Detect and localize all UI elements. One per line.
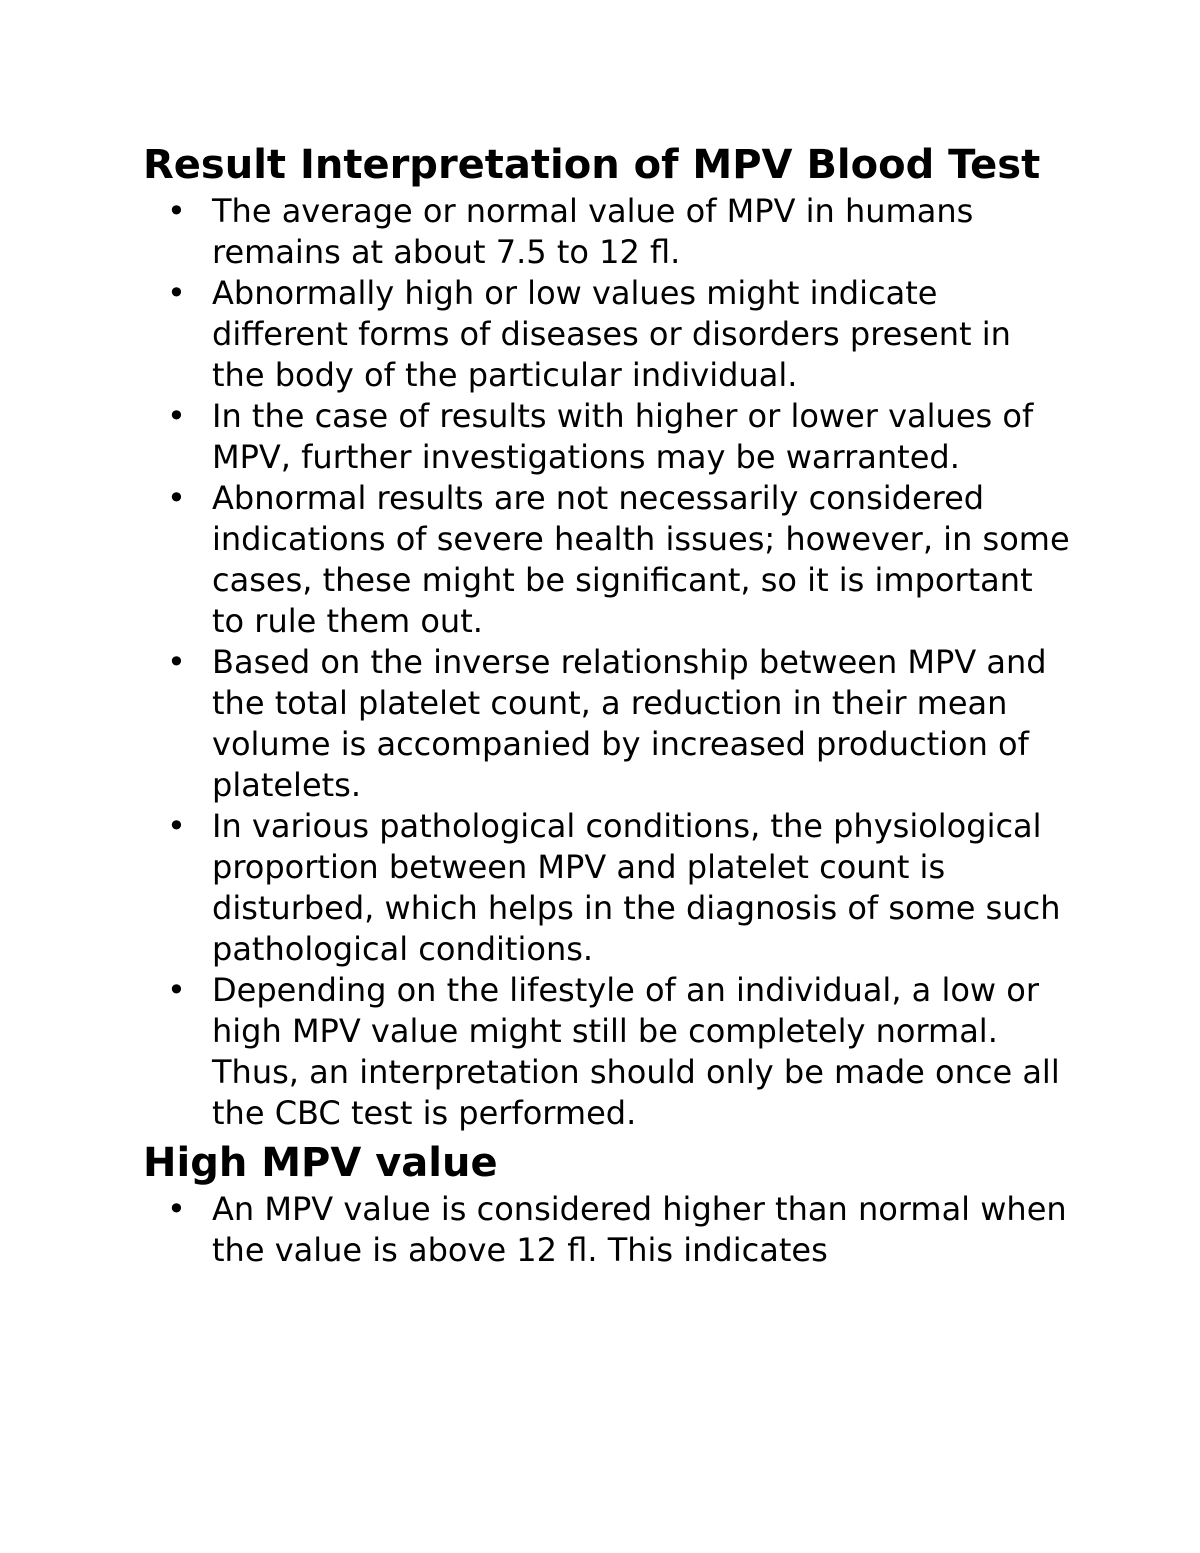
bullet-icon: • [167,274,186,312]
bullet-icon: • [167,971,186,1009]
list-item [143,1189,1073,1271]
interpretation-list [143,191,1073,1134]
high-mpv-list [143,1189,1073,1271]
bullet-icon: • [167,397,186,435]
bullet-icon: • [167,479,186,517]
list-item-text: The average or normal value of MPV in humans remains at about 7.5 to 12 fl. [212,192,974,271]
list-item-text: Abnormal results are not necessarily considered indications of severe health issues; however, in some cases, these might be significant, so it is important to rule them out. [212,479,1070,640]
list-item [143,806,1073,970]
document-body [143,140,1073,1271]
list-item-text: Based on the inverse relationship between MPV and the total platelet count, a reduction in their mean volume is accompanied by increased production of platelets. [212,643,1047,804]
list-item-text: An MPV value is considered higher than normal when the value is above 12 fl. This indicates [212,1190,1067,1269]
list-item [143,273,1073,396]
bullet-icon: • [167,643,186,681]
list-item [143,642,1073,806]
bullet-icon: • [167,807,186,845]
list-item [143,191,1073,273]
bullet-icon: • [167,1190,186,1228]
list-item [143,970,1073,1134]
high-mpv-heading: High MPV value [143,1140,498,1186]
page-title: Result Interpretation of MPV Blood Test [143,142,1041,188]
list-item-text: In the case of results with higher or lower values of MPV, further investigations may be warranted. [212,397,1034,476]
list-item [143,478,1073,642]
bullet-icon: • [167,192,186,230]
list-item-text: Abnormally high or low values might indicate different forms of diseases or disorders present in the body of the particular individual. [212,274,1011,394]
list-item-text: In various pathological conditions, the physiological proportion between MPV and platelet count is disturbed, which helps in the diagnosis of some such pathological conditions. [212,807,1061,968]
list-item-text: Depending on the lifestyle of an individual, a low or high MPV value might still be completely normal. Thus, an interpretation should only be made once all the CBC test is performed. [212,971,1060,1132]
list-item [143,396,1073,478]
